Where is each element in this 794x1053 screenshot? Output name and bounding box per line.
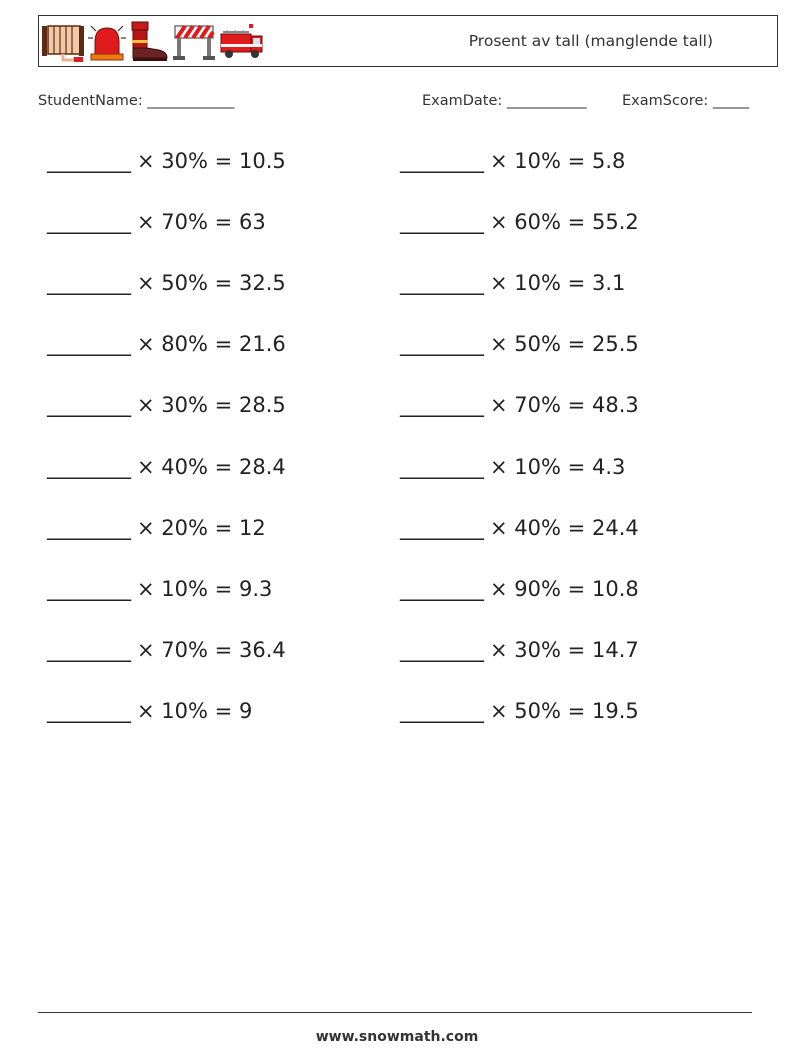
percent-value: 50%	[514, 332, 561, 357]
multiply-sign: ×	[490, 332, 508, 357]
multiply-sign: ×	[490, 149, 508, 173]
problem-item	[400, 516, 639, 540]
percent-value: 70%	[161, 210, 208, 235]
percent-value: 60%	[514, 210, 561, 235]
answer-blank[interactable]: ________	[400, 332, 484, 357]
equals-sign: =	[567, 515, 586, 540]
answer-blank[interactable]: ________	[400, 515, 484, 540]
problem-item	[400, 210, 639, 234]
problem-item	[47, 271, 286, 295]
equals-sign: =	[567, 698, 586, 723]
result-value: 25.5	[591, 332, 639, 357]
answer-blank[interactable]: ________	[47, 576, 131, 601]
percent-value: 80%	[161, 332, 208, 357]
problem-item	[47, 393, 286, 417]
result-value: 19.5	[591, 698, 639, 723]
percent-value: 50%	[161, 271, 208, 296]
multiply-sign: ×	[490, 698, 508, 723]
answer-blank[interactable]: ________	[47, 210, 131, 235]
problem-item	[400, 455, 625, 479]
problem-item	[47, 332, 286, 356]
result-value: 28.5	[238, 393, 286, 418]
multiply-sign: ×	[137, 149, 155, 173]
result-value: 5.8	[591, 149, 626, 173]
percent-value: 40%	[514, 515, 561, 540]
problem-item	[400, 638, 639, 662]
fire-boot-icon	[129, 20, 169, 62]
header-icons	[41, 20, 265, 62]
answer-blank[interactable]: ________	[47, 393, 131, 418]
equals-sign: =	[214, 515, 233, 540]
percent-value: 30%	[161, 393, 208, 418]
answer-blank[interactable]: ________	[400, 210, 484, 235]
equals-sign: =	[567, 393, 586, 418]
answer-blank[interactable]: ________	[47, 698, 131, 723]
fire-truck-icon	[219, 20, 265, 62]
result-value: 3.1	[591, 271, 626, 296]
equals-sign: =	[214, 637, 233, 662]
answer-blank[interactable]: ________	[47, 454, 131, 479]
equals-sign: =	[567, 271, 586, 296]
result-value: 24.4	[591, 515, 639, 540]
exam-score-field: ExamScore: _____	[622, 93, 750, 109]
multiply-sign: ×	[137, 454, 155, 479]
equals-sign: =	[567, 454, 586, 479]
result-value: 32.5	[238, 271, 286, 296]
answer-blank[interactable]: ________	[400, 149, 484, 173]
result-value: 4.3	[591, 454, 626, 479]
problem-item	[47, 149, 286, 173]
multiply-sign: ×	[490, 271, 508, 296]
percent-value: 20%	[161, 515, 208, 540]
percent-value: 10%	[161, 698, 208, 723]
exam-date-field: ExamDate: ___________	[422, 93, 587, 109]
result-value: 10.5	[238, 149, 286, 173]
multiply-sign: ×	[137, 637, 155, 662]
footer-divider	[38, 1012, 752, 1013]
problem-item	[47, 516, 266, 540]
equals-sign: =	[214, 210, 233, 235]
answer-blank[interactable]: ________	[400, 576, 484, 601]
equals-sign: =	[567, 637, 586, 662]
equals-sign: =	[214, 271, 233, 296]
footer-website: www.snowmath.com	[315, 1029, 479, 1045]
answer-blank[interactable]: ________	[400, 637, 484, 662]
percent-value: 90%	[514, 576, 561, 601]
page-title: Prosent av tall (manglende tall)	[468, 32, 713, 50]
multiply-sign: ×	[137, 210, 155, 235]
multiply-sign: ×	[490, 576, 508, 601]
result-value: 63	[238, 210, 266, 235]
problem-item	[47, 210, 266, 234]
siren-icon	[87, 20, 127, 62]
problem-item	[400, 271, 625, 295]
percent-value: 30%	[514, 637, 561, 662]
problem-item	[47, 699, 252, 723]
result-value: 14.7	[591, 637, 639, 662]
multiply-sign: ×	[137, 576, 155, 601]
multiply-sign: ×	[490, 515, 508, 540]
percent-value: 10%	[514, 149, 561, 173]
student-name-field: StudentName: ____________	[38, 93, 235, 109]
answer-blank[interactable]: ________	[47, 515, 131, 540]
multiply-sign: ×	[490, 393, 508, 418]
multiply-sign: ×	[490, 454, 508, 479]
percent-value: 70%	[514, 393, 561, 418]
multiply-sign: ×	[490, 637, 508, 662]
equals-sign: =	[214, 149, 233, 173]
multiply-sign: ×	[490, 210, 508, 235]
problem-item	[400, 393, 639, 417]
problem-item	[47, 638, 286, 662]
road-barrier-icon	[171, 20, 217, 62]
multiply-sign: ×	[137, 271, 155, 296]
problem-item	[47, 577, 272, 601]
problem-item	[400, 149, 625, 173]
percent-value: 50%	[514, 698, 561, 723]
equals-sign: =	[214, 576, 233, 601]
multiply-sign: ×	[137, 393, 155, 418]
equals-sign: =	[214, 393, 233, 418]
percent-value: 70%	[161, 637, 208, 662]
fire-hose-icon	[41, 20, 85, 62]
multiply-sign: ×	[137, 698, 155, 723]
problem-item	[47, 455, 286, 479]
equals-sign: =	[214, 332, 233, 357]
multiply-sign: ×	[137, 515, 155, 540]
multiply-sign: ×	[137, 332, 155, 357]
answer-blank[interactable]: ________	[47, 149, 131, 173]
answer-blank[interactable]: ________	[47, 637, 131, 662]
answer-blank[interactable]: ________	[400, 454, 484, 479]
percent-value: 10%	[161, 576, 208, 601]
result-value: 12	[238, 515, 266, 540]
answer-blank[interactable]: ________	[400, 393, 484, 418]
result-value: 28.4	[238, 454, 286, 479]
equals-sign: =	[567, 210, 586, 235]
percent-value: 10%	[514, 454, 561, 479]
percent-value: 30%	[161, 149, 208, 173]
equals-sign: =	[567, 576, 586, 601]
answer-blank[interactable]: ________	[400, 271, 484, 296]
header-box	[38, 15, 778, 67]
problem-item	[400, 332, 639, 356]
answer-blank[interactable]: ________	[47, 332, 131, 357]
percent-value: 10%	[514, 271, 561, 296]
equals-sign: =	[214, 698, 233, 723]
equals-sign: =	[214, 454, 233, 479]
result-value: 55.2	[591, 210, 639, 235]
result-value: 36.4	[238, 637, 286, 662]
answer-blank[interactable]: ________	[47, 271, 131, 296]
result-value: 21.6	[238, 332, 286, 357]
result-value: 48.3	[591, 393, 639, 418]
percent-value: 40%	[161, 454, 208, 479]
result-value: 9.3	[238, 576, 273, 601]
equals-sign: =	[567, 332, 586, 357]
answer-blank[interactable]: ________	[400, 698, 484, 723]
problem-item	[400, 699, 639, 723]
result-value: 9	[238, 698, 253, 723]
result-value: 10.8	[591, 576, 639, 601]
problem-item	[400, 577, 639, 601]
equals-sign: =	[567, 149, 586, 173]
